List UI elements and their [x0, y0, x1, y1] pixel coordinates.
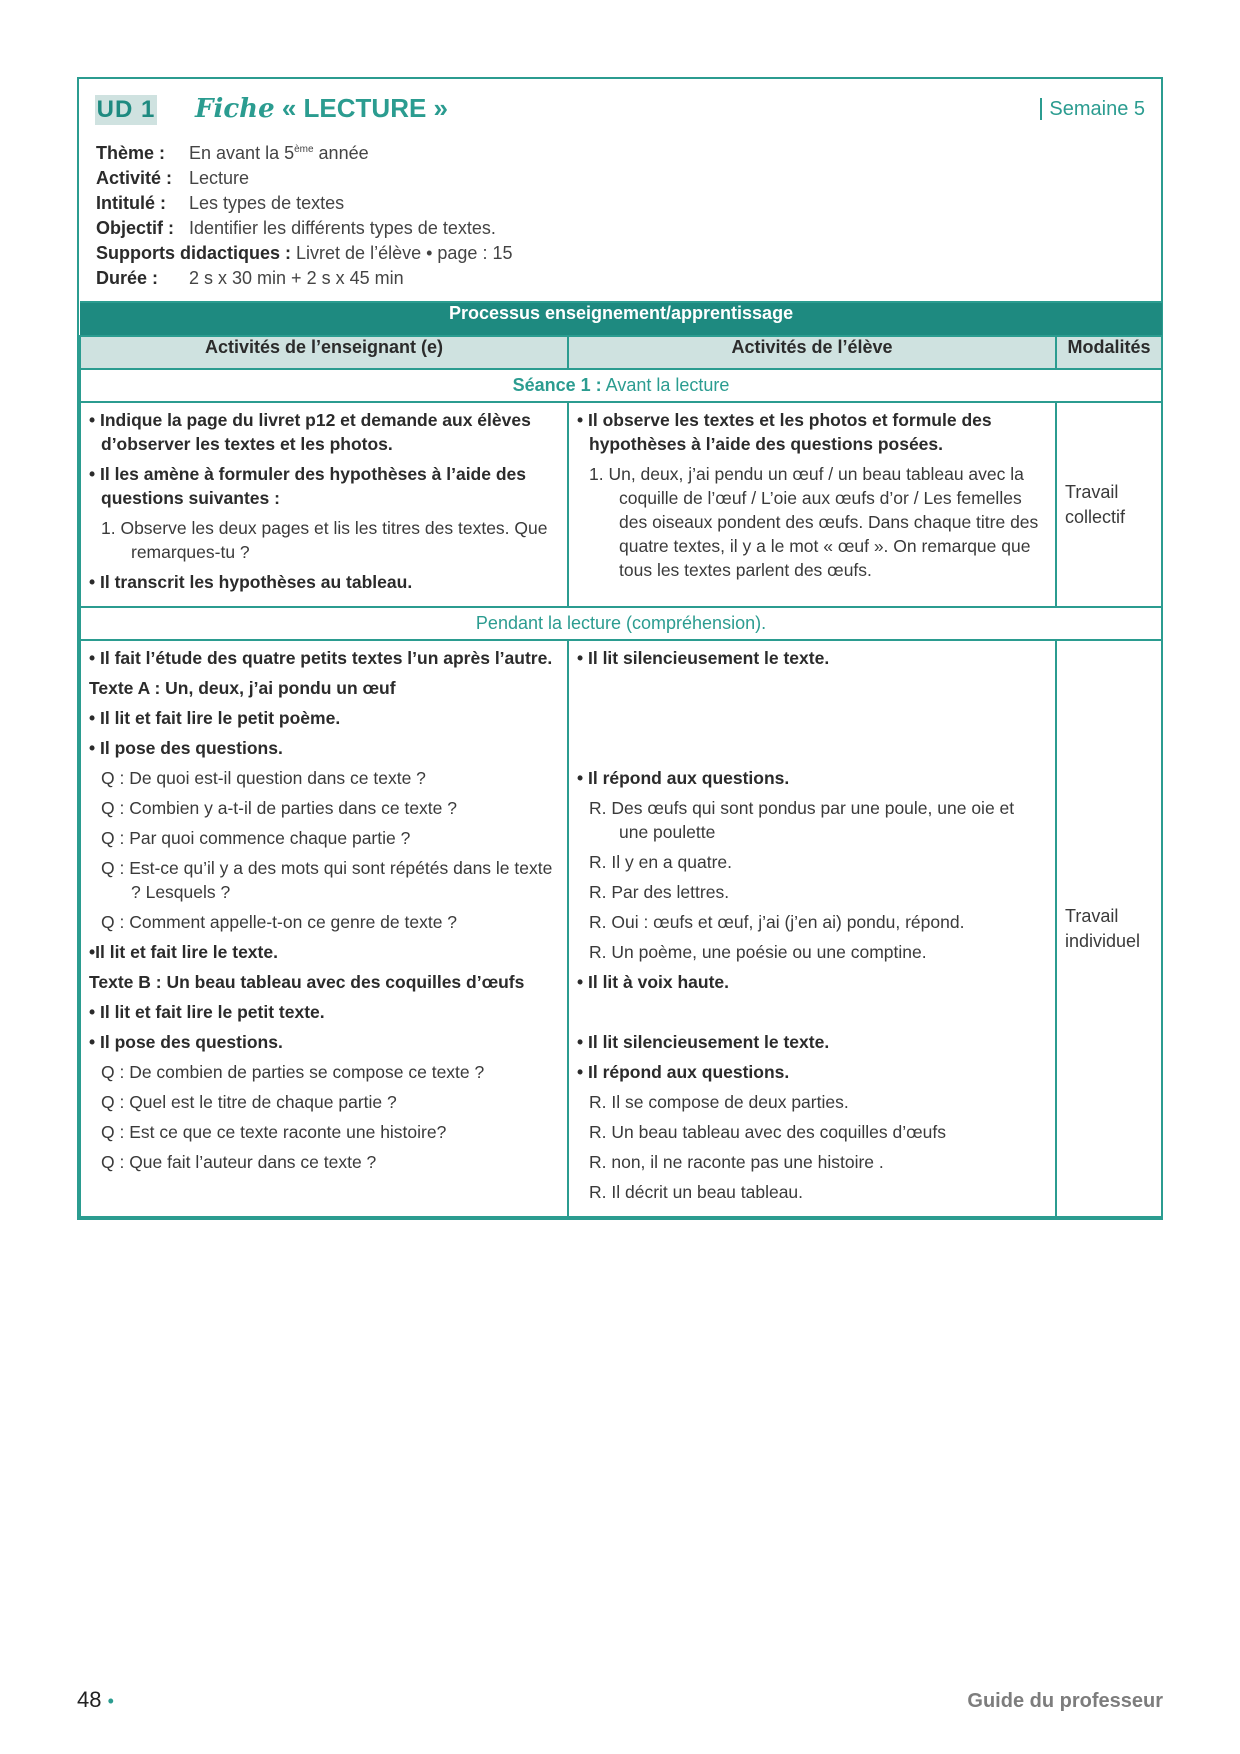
pendant-row	[80, 640, 1162, 1217]
student-answer: R. Il décrit un beau tableau.	[589, 1182, 804, 1202]
student-answer: R. Des œufs qui sont pondus par une poule, une oie et une poulette	[589, 798, 1015, 842]
info-intitule-value: Les types de textes	[189, 193, 345, 213]
pendant-modalite	[1056, 640, 1162, 1217]
student-item: • Il lit silencieusement le texte.	[577, 648, 830, 668]
student-answer: R. non, il ne raconte pas une histoire .	[589, 1152, 884, 1172]
teacher-question: Q : Par quoi commence chaque partie ?	[101, 828, 411, 848]
teacher-item: • Il pose des questions.	[89, 738, 283, 758]
modalite-line-2: individuel	[1065, 930, 1141, 951]
teacher-question: Q : Comment appelle-t-on ce genre de texte ?	[101, 912, 458, 932]
teacher-item: •Il lit et fait lire le texte.	[89, 942, 278, 962]
info-objectif-value: Identifier les différents types de textes.	[189, 218, 496, 238]
info-activite	[96, 166, 512, 191]
seance-1-row	[80, 402, 1162, 607]
fiche-title-rest: « LECTURE »	[274, 93, 448, 123]
spacer	[577, 736, 1047, 766]
seance-1-modalite	[1056, 402, 1162, 607]
student-item: • Il lit silencieusement le texte.	[577, 1032, 830, 1052]
seance-1-student	[568, 402, 1056, 607]
col-header-modalites: Modalités	[1056, 336, 1162, 369]
info-theme-value-sup: ème	[294, 144, 314, 155]
pendant-header: Pendant la lecture (compréhension).	[80, 607, 1162, 640]
footer-guide-title: Guide du professeur	[967, 1690, 1163, 1712]
col-header-teacher: Activités de l’enseignant (e)	[80, 336, 568, 369]
teacher-question: Q : Est ce que ce texte raconte une histoire?	[101, 1122, 447, 1142]
teacher-question: Q : Quel est le titre de chaque partie ?	[101, 1092, 397, 1112]
info-duree-value: 2 s x 30 min + 2 s x 45 min	[189, 268, 404, 288]
spacer	[577, 706, 1047, 736]
unit-badge: UD 1	[96, 96, 156, 123]
info-supports-label: Supports didactiques :	[96, 243, 292, 263]
student-answer: R. Par des lettres.	[589, 882, 730, 902]
sheet-header	[79, 79, 1161, 301]
info-objectif-label: Objectif :	[96, 218, 175, 238]
info-supports	[96, 241, 512, 266]
teacher-item: • Il pose des questions.	[89, 1032, 283, 1052]
student-item: • Il répond aux questions.	[577, 768, 790, 788]
teacher-question: Q : Que fait l’auteur dans ce texte ?	[101, 1152, 377, 1172]
info-activite-label: Activité :	[96, 168, 173, 188]
seance-1-label: Séance 1 :	[512, 375, 602, 395]
info-supports-value: Livret de l’élève • page : 15	[296, 243, 513, 263]
pendant-teacher	[80, 640, 568, 1217]
info-theme-label: Thème :	[96, 143, 166, 163]
spacer	[577, 1000, 1047, 1030]
modalite-line-1: Travail	[1065, 481, 1119, 502]
teacher-item: • Indique la page du livret p12 et demande aux élèves d’observer les textes et les photos.	[89, 410, 531, 454]
page-number-value: 48	[77, 1687, 102, 1712]
teacher-question: Q : Combien y a-t-il de parties dans ce texte ?	[101, 798, 457, 818]
info-duree	[96, 266, 512, 291]
page-number	[77, 1687, 114, 1713]
student-item: • Il répond aux questions.	[577, 1062, 790, 1082]
info-theme	[96, 141, 512, 166]
info-objectif	[96, 216, 512, 241]
fiche-title	[195, 93, 448, 124]
teacher-question: Q : De quoi est-il question dans ce texte ?	[101, 768, 426, 788]
student-answer: R. Il y en a quatre.	[589, 852, 732, 872]
student-item: • Il observe les textes et les photos et formule des hypothèses à l’aide des questions posées.	[577, 410, 992, 454]
texte-b-title: Texte B : Un beau tableau avec des coquilles d’œufs	[89, 972, 525, 992]
teacher-item: • Il transcrit les hypothèses au tableau.	[89, 572, 413, 592]
modalite-line-1: Travail	[1065, 905, 1119, 926]
modalite-line-2: collectif	[1065, 506, 1126, 527]
teacher-item: • Il lit et fait lire le petit texte.	[89, 1002, 325, 1022]
seance-1-teacher	[80, 402, 568, 607]
teacher-item: • Il fait l’étude des quatre petits textes l’un après l’autre.	[89, 648, 553, 668]
fiche-title-italic: Fiche	[195, 94, 275, 124]
lesson-sheet	[77, 77, 1163, 1220]
student-item: • Il lit à voix haute.	[577, 972, 729, 992]
teacher-item: • Il les amène à formuler des hypothèses à l’aide des questions suivantes :	[89, 464, 526, 508]
week-label: Semaine 5	[1040, 98, 1145, 120]
info-intitule	[96, 191, 512, 216]
teacher-item: • Il lit et fait lire le petit poème.	[89, 708, 341, 728]
spacer	[577, 676, 1047, 706]
col-header-student: Activités de l’élève	[568, 336, 1056, 369]
student-answer: R. Un poème, une poésie ou une comptine.	[589, 942, 927, 962]
texte-a-title: Texte A : Un, deux, j’ai pondu un œuf	[89, 678, 396, 698]
student-answer: R. Un beau tableau avec des coquilles d’œufs	[589, 1122, 947, 1142]
info-activite-value: Lecture	[189, 168, 250, 188]
student-answer: R. Oui : œufs et œuf, j’ai (j’en ai) pondu, répond.	[589, 912, 965, 932]
info-duree-label: Durée :	[96, 268, 159, 288]
teacher-question: 1. Observe les deux pages et lis les titres des textes. Que remarques-tu ?	[101, 518, 548, 562]
seance-1-header	[80, 369, 1162, 402]
info-theme-value-a: En avant la 5	[189, 143, 295, 163]
lesson-info	[96, 141, 512, 291]
student-answer: 1. Un, deux, j’ai pendu un œuf / un beau tableau avec la coquille de l’œuf / L’oie aux œufs d’or / Les femelles des oiseaux pondent des œufs. Dans chaque titre des quatre textes, il y a le mot « œuf ». On remarque que tous les textes parlent des œufs.	[589, 464, 1039, 580]
teacher-question: Q : Est-ce qu’il y a des mots qui sont répétés dans le texte ? Lesquels ?	[101, 858, 553, 902]
process-title: Processus enseignement/apprentissage	[80, 302, 1162, 336]
seance-1-value: Avant la lecture	[601, 375, 730, 395]
lesson-table	[79, 301, 1163, 1218]
page-number-dot: •	[107, 1691, 114, 1711]
pendant-student	[568, 640, 1056, 1217]
info-intitule-label: Intitulé :	[96, 193, 166, 213]
student-answer: R. Il se compose de deux parties.	[589, 1092, 849, 1112]
info-theme-value-b: année	[313, 143, 369, 163]
teacher-question: Q : De combien de parties se compose ce texte ?	[101, 1062, 485, 1082]
